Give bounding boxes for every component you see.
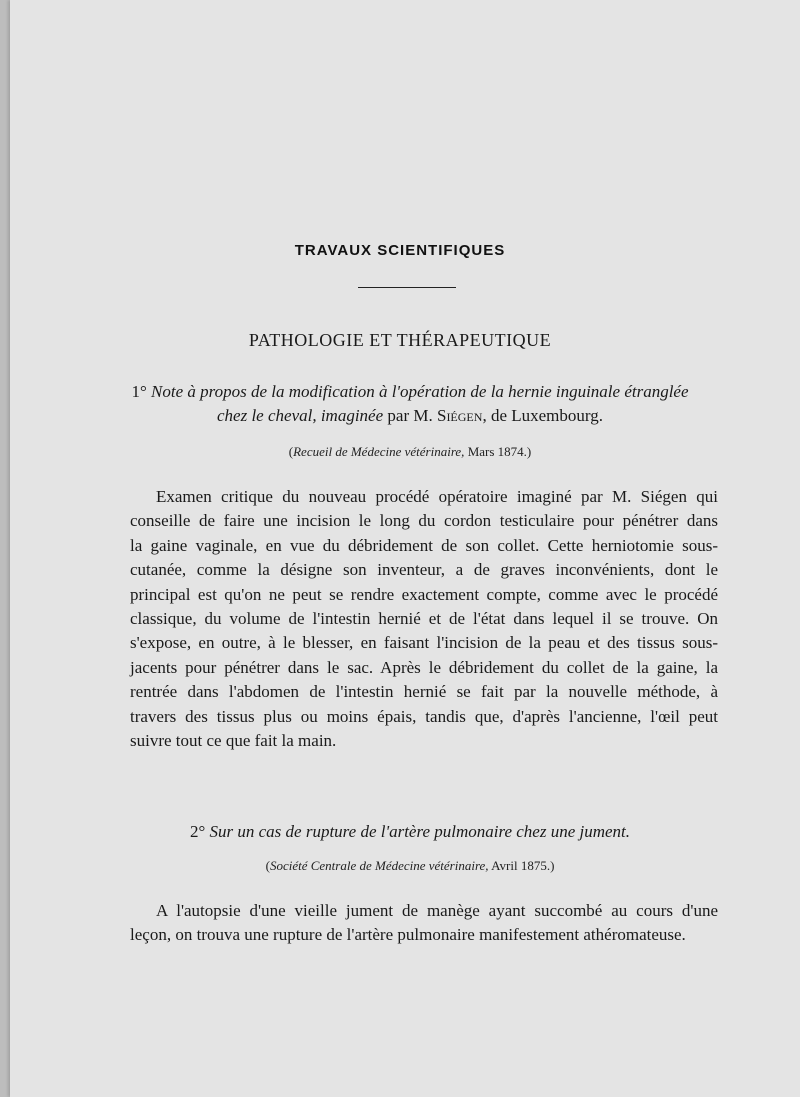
item-1-body-line: Examen critique du nouveau procédé opératoire imaginé par M. Siégen qui [156, 487, 718, 506]
item-2-title: Sur un cas de rupture de l'artère pulmonaire chez une jument. [209, 822, 631, 841]
item-2-source-open: ( [265, 858, 270, 873]
item-1-body-line: la gaine vaginale, en vue du débridement de son collet. Cette herniotomie sous- [130, 535, 718, 555]
item-1-body-line: principal est qu'on ne peut se rendre exactement compte, comme avec le procédé [130, 584, 718, 604]
item-1-number: 1° [131, 382, 147, 401]
item-1-author: Siégen [436, 406, 483, 425]
page-header-title: TRAVAUX SCIENTIFIQUES [294, 242, 506, 259]
item-1-body-line: suivre tout ce que fait la main. [130, 731, 337, 751]
item-1-par: par M. [387, 406, 433, 425]
item-1-body-line: rentrée dans l'abdomen de l'intestin hernié se fait par la nouvelle méthode, à [130, 682, 718, 702]
item-2-number: 2° [189, 822, 206, 841]
item-2-source [0, 858, 800, 874]
item-1-source-open: ( [288, 444, 294, 459]
item-1-body-line: conseille de faire une incision le long du cordon testiculaire pour pénétrer dans [130, 511, 718, 531]
item-2-source-date: Avril 1875.) [488, 858, 555, 873]
item-1-body-line: classique, du volume de l'intestin hernié et de l'état dans lequel il se trouve. On [130, 609, 718, 629]
item-1-place: , de Luxembourg. [482, 406, 603, 425]
item-1-source [0, 444, 800, 460]
item-1-body-line: jacents pour pénétrer dans le sac. Après le débridement du collet de la gaine, la [130, 657, 718, 677]
header-divider [358, 287, 456, 288]
item-1-body [104, 485, 718, 753]
item-1-title-line2: chez le cheval, imaginée [217, 406, 384, 425]
item-2-body-line: A l'autopsie d'une vieille jument de manège ayant succombé au cours d'une [156, 901, 718, 920]
item-1-source-date: Mars 1874.) [464, 444, 532, 459]
item-1-title-line1: Note à propos de la modification à l'opération de la hernie inguinale étranglée [151, 382, 689, 401]
item-1-body-line: cutanée, comme la désigne son inventeur, a de graves inconvénients, dont le [130, 560, 718, 580]
section-title: PATHOLOGIE ET THÉRAPEUTIQUE [248, 330, 552, 350]
item-1-source-journal: Recueil de Médecine vétérinaire, [293, 444, 465, 459]
item-1-body-line: s'expose, en outre, à le blesser, en faisant l'incision de la peau et des tissus sous- [130, 633, 718, 653]
item-2-source-journal: Société Centrale de Médecine vétérinaire, [269, 858, 489, 873]
item-2-body-line: leçon, on trouva une rupture de l'artère pulmonaire manifestement athéromateuse. [130, 925, 686, 945]
item-2-heading [100, 820, 720, 844]
item-2-body [104, 899, 718, 948]
item-1-heading [100, 380, 720, 428]
item-1-body-line: travers des tissus plus ou moins épais, tandis que, d'après l'ancienne, l'œil peut [130, 706, 718, 726]
page-edge-shadow [0, 0, 10, 1097]
